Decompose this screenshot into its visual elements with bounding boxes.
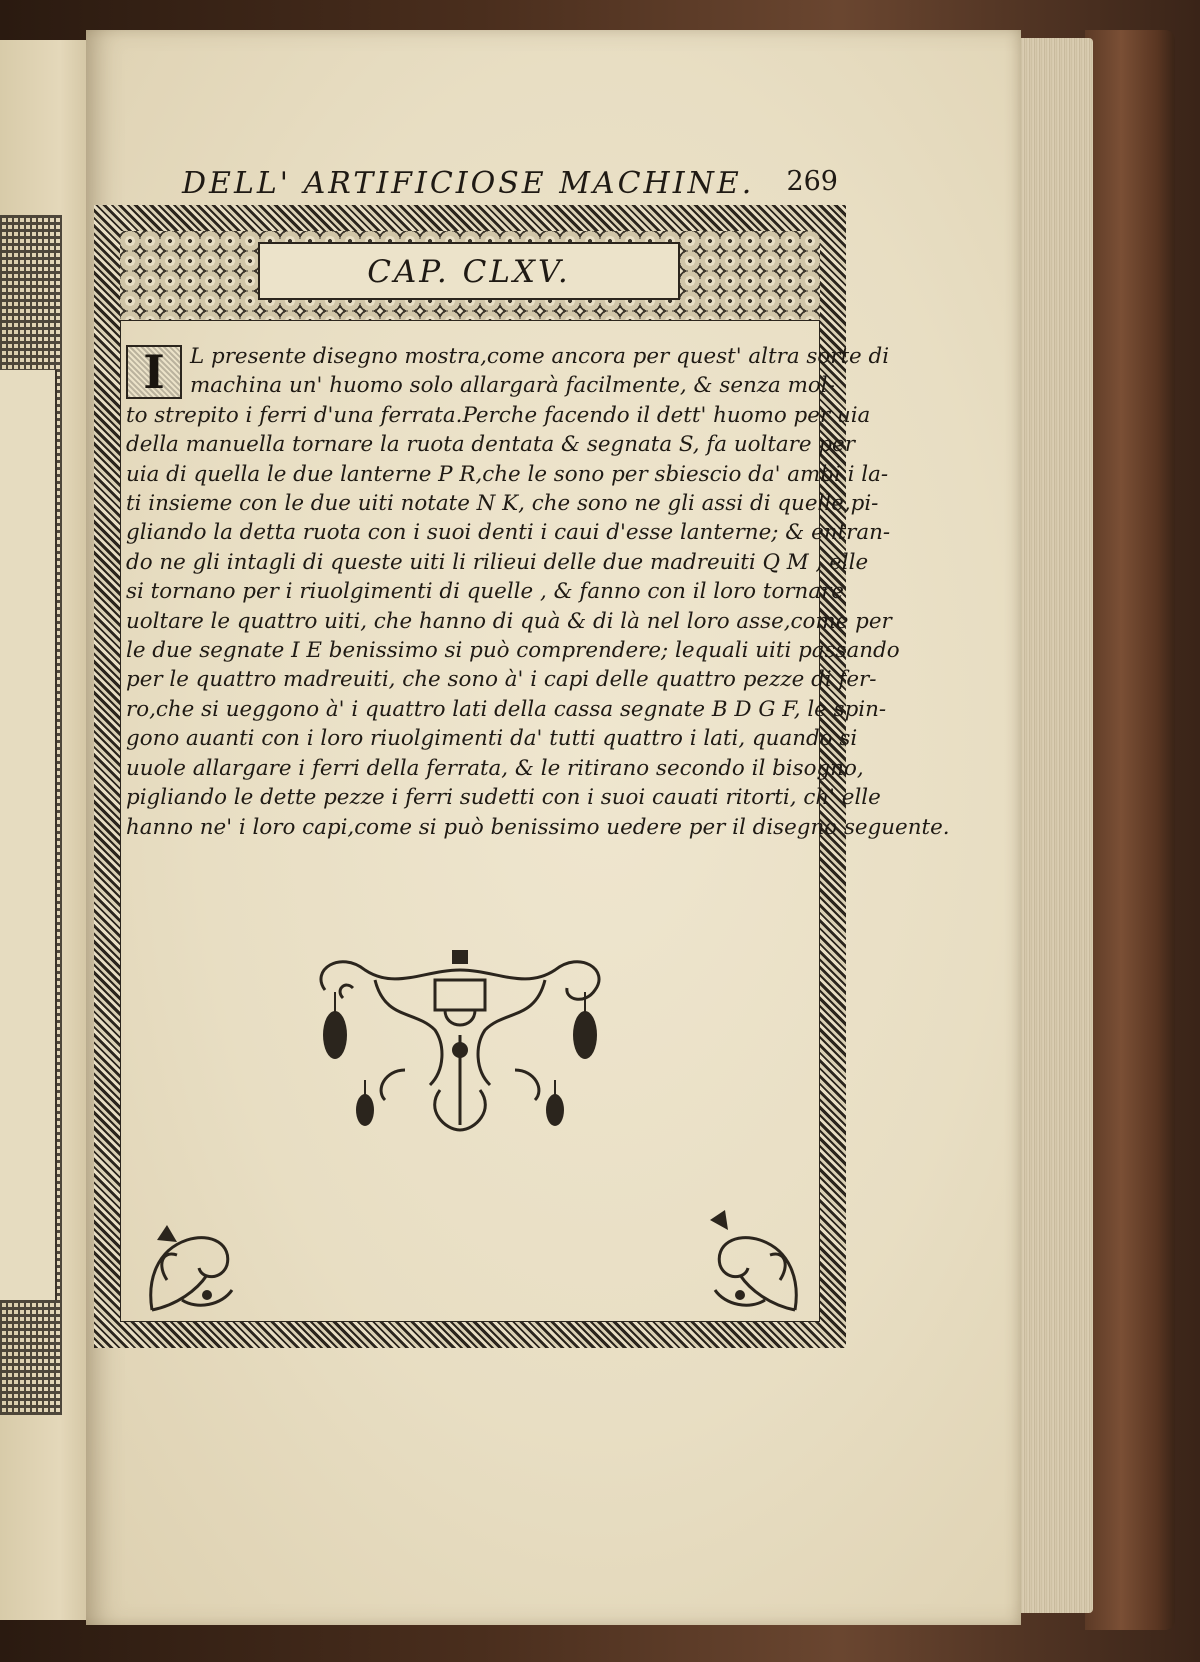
text-line: si tornano per i riuolgimenti di quelle , & fanno con il loro tornare (126, 579, 844, 605)
left-page (0, 40, 100, 1620)
body-text (126, 342, 950, 872)
text-line: hanno ne' i loro capi,come si può benissimo uedere per il disegno seguente. (126, 814, 950, 840)
text-line: uuole allargare i ferri della ferrata, & le ritirano secondo il bisogno, (126, 755, 864, 781)
back-cover (1085, 30, 1175, 1630)
text-line: ti insieme con le due uiti notate N K, che sono ne gli assi di quelle,pi- (126, 491, 879, 517)
chapter-title: CAP. CLXV. (367, 254, 571, 290)
text-line: uoltare le quattro uiti, che hanno di quà & di là nel loro asse,come per (126, 608, 892, 634)
center-cartouche-ornament (305, 950, 615, 1145)
text-line: pigliando le dette pezze i ferri sudetti con i suoi cauati ritorti, ch' elle (126, 785, 881, 811)
drop-cap (126, 345, 182, 399)
corner-leaf-ornament-right (690, 1210, 810, 1320)
text-line: gono auanti con i loro riuolgimenti da' tutti quattro i lati, quando si (126, 726, 858, 752)
text-line: per le quattro madreuiti, che sono à' i capi delle quattro pezze di fer- (126, 667, 877, 693)
left-page-plate (0, 370, 57, 1300)
running-head: DELL' ARTIFICIOSE MACHINE. (182, 166, 755, 201)
chapter-heading-box (258, 242, 680, 300)
page-number: 269 (786, 166, 838, 197)
text-line: to strepito i ferri d'una ferrata.Perche facendo il dett' huomo per uia (126, 402, 871, 428)
text-line: ro,che si ueggono à' i quattro lati della cassa segnate B D G F, le spin- (126, 696, 887, 722)
text-line: do ne gli intagli di queste uiti li rilieui delle due madreuiti Q M , elle (126, 549, 869, 575)
text-line: della manuella tornare la ruota dentata & segnata S, fa uoltare per (126, 432, 855, 458)
text-line: gliando la detta ruota con i suoi denti i caui d'esse lanterne; & entran- (126, 520, 891, 546)
page-fore-edge (1015, 38, 1093, 1613)
text-line: machina un' huomo solo allargarà facilmente, & senza mol- (190, 373, 835, 399)
text-line: L presente disegno mostra,come ancora per quest' altra sorte di (190, 344, 890, 369)
corner-leaf-ornament-left (137, 1220, 247, 1320)
text-line: le due segnate I E benissimo si può comprendere; lequali uiti passando (126, 638, 900, 664)
text-line: uia di quella le due lanterne P R,che le sono per sbiescio da' ambi i la- (126, 461, 889, 487)
drop-cap-letter: I (128, 347, 180, 397)
